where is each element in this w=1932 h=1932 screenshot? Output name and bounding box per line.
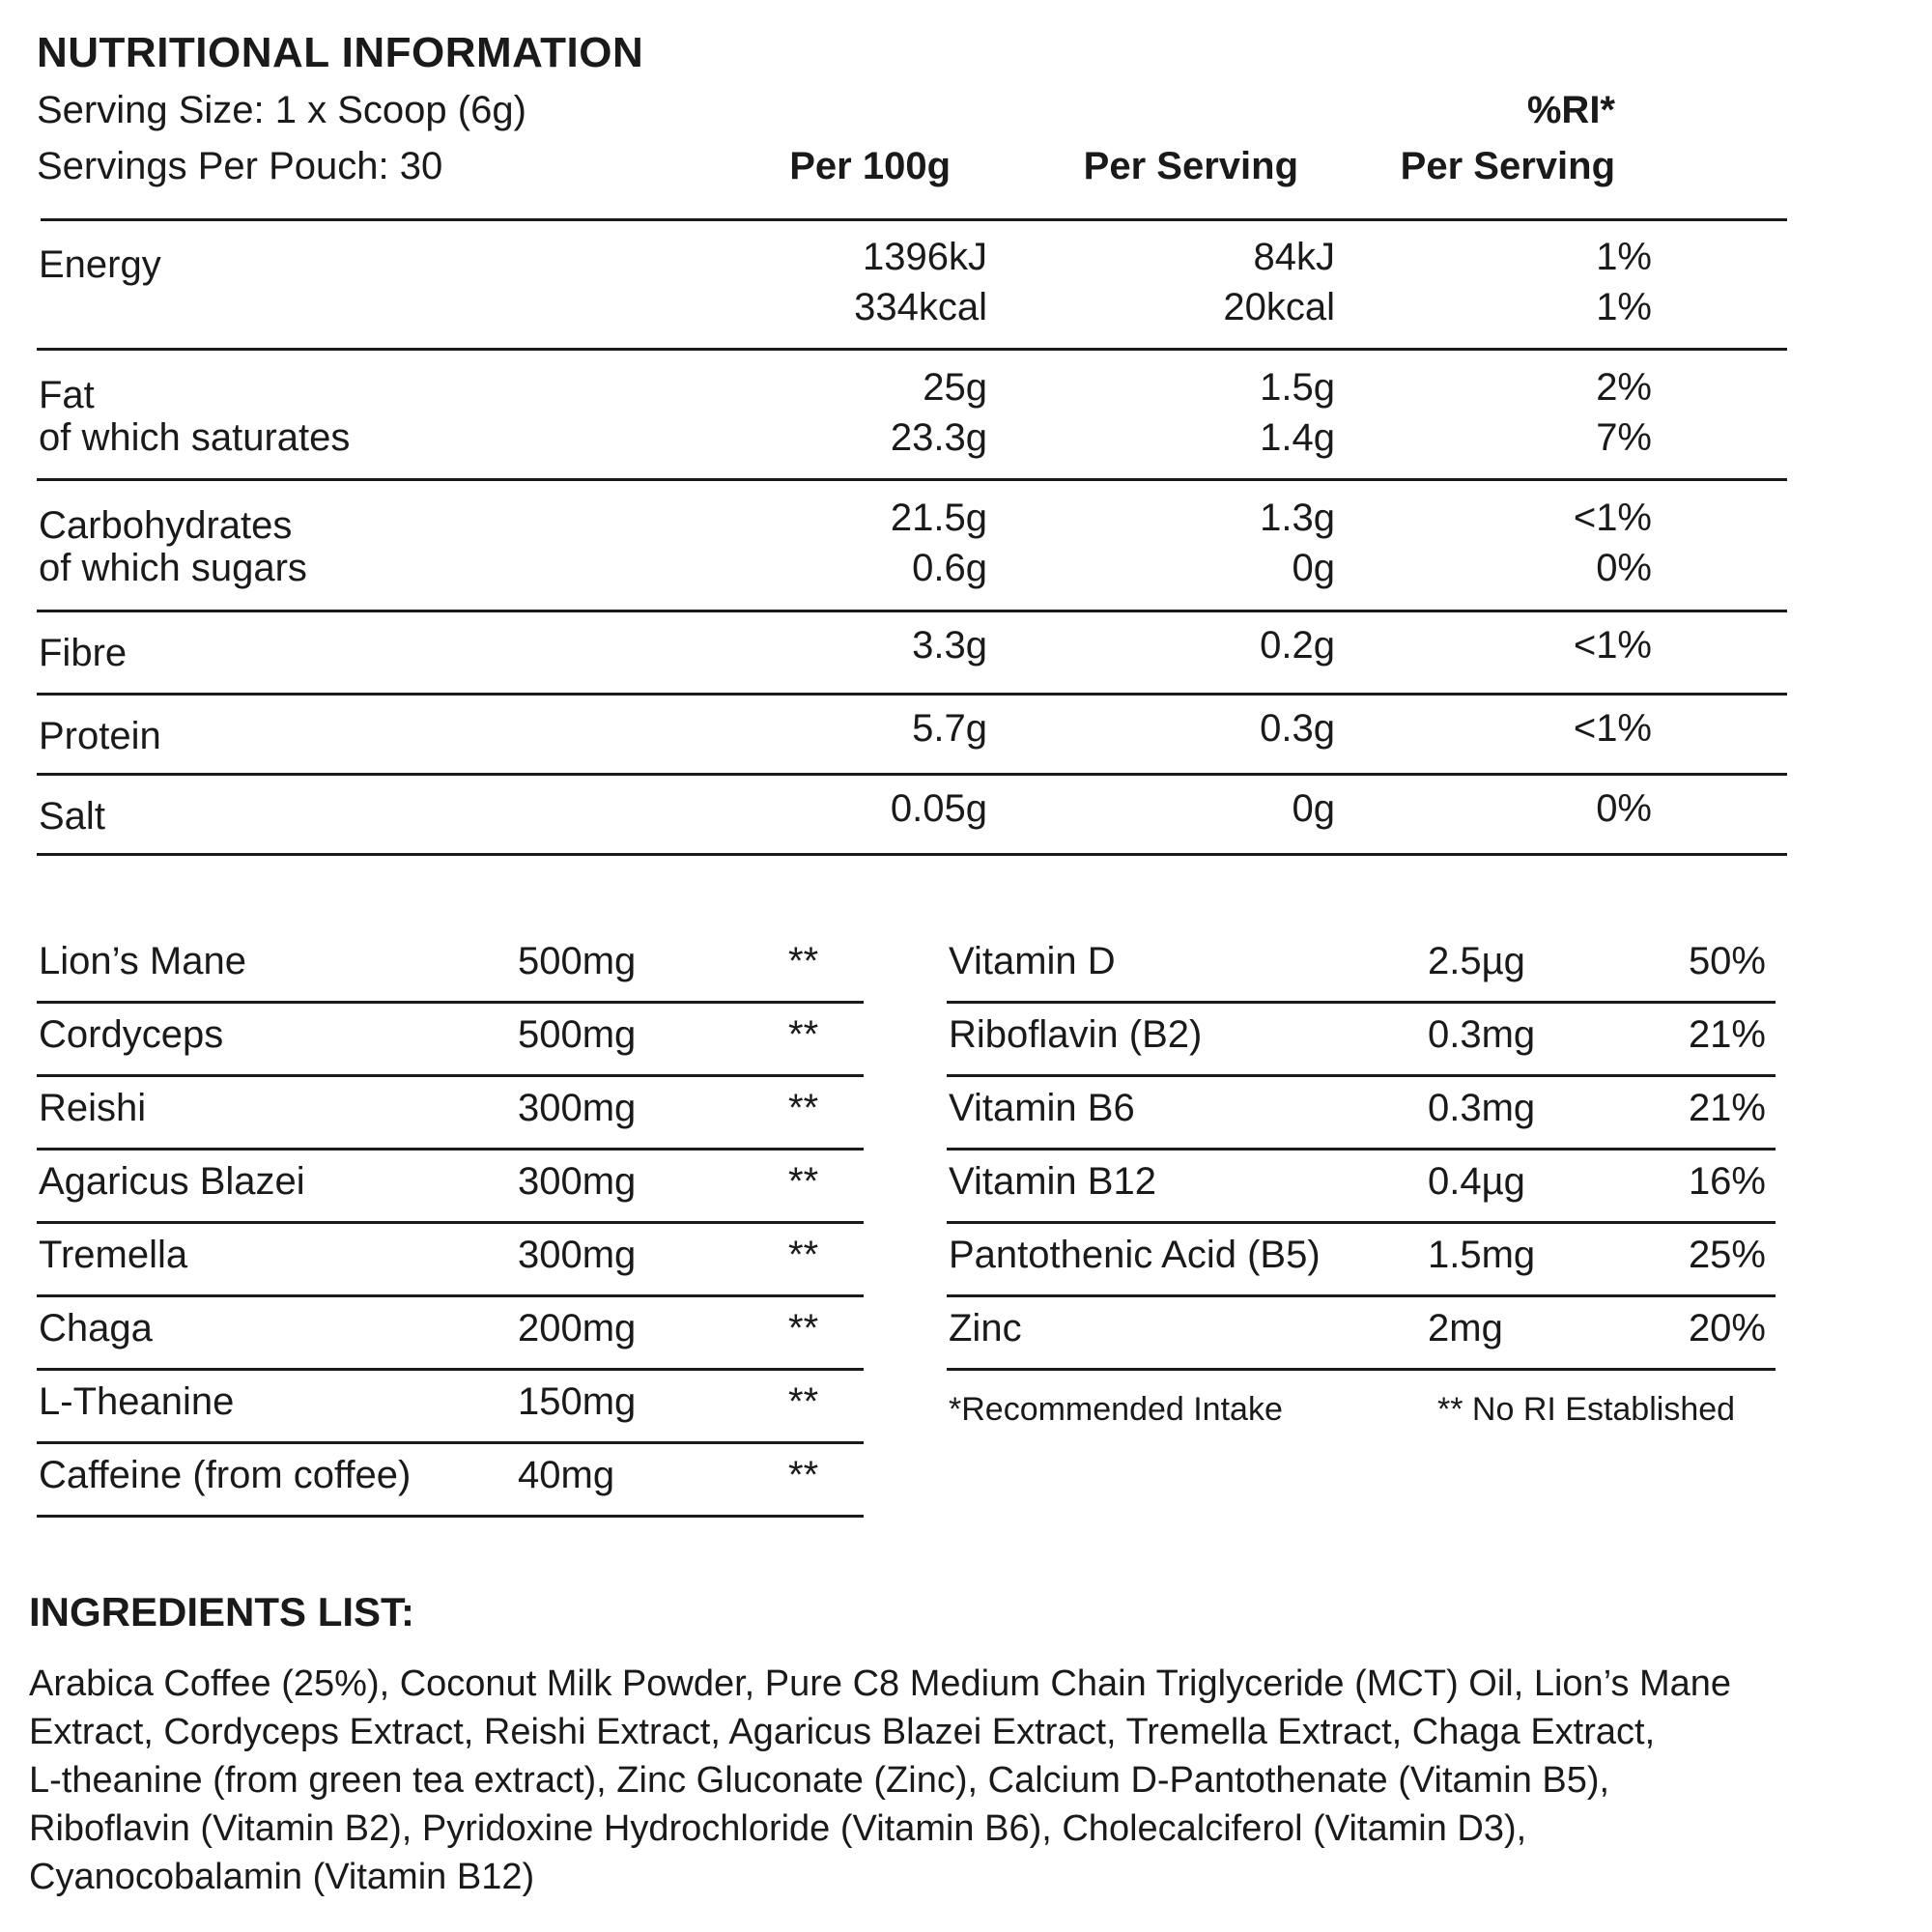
ingredient-name: Lion’s Mane: [39, 940, 246, 982]
footnote-no-ri: ** No RI Established: [1437, 1391, 1736, 1428]
nutrient-label: Salt: [39, 795, 105, 838]
ri-value: **: [788, 940, 819, 982]
per-serving-value: 1.3g: [1260, 497, 1335, 539]
ingredient-amount: 300mg: [518, 1234, 637, 1276]
vitamin-amount: 0.4µg: [1428, 1160, 1525, 1203]
ri-value: <1%: [1573, 707, 1652, 750]
per-100g-value: 0.05g: [890, 787, 987, 830]
ingredient-name: Agaricus Blazei: [39, 1160, 305, 1203]
per-serving-value: 0.2g: [1260, 624, 1335, 667]
ingredient-name: Cordyceps: [39, 1013, 224, 1056]
ingredient-amount: 200mg: [518, 1307, 637, 1350]
per-100g-value: 25g: [923, 366, 987, 409]
serving-size: Serving Size: 1 x Scoop (6g): [37, 89, 526, 131]
ingredient-amount: 150mg: [518, 1380, 637, 1423]
per-100g-value: 5.7g: [912, 707, 987, 750]
per-100g-value: 0.6g: [912, 547, 987, 589]
botanical-row: [37, 1224, 864, 1297]
botanical-row: [37, 1004, 864, 1077]
ingredient-name: Caffeine (from coffee): [39, 1454, 412, 1496]
per-serving-value: 0g: [1292, 547, 1335, 589]
per-serving-value: 1.5g: [1260, 366, 1335, 409]
per-100g-value: 334kcal: [854, 286, 987, 328]
per-100g-value: 3.3g: [912, 624, 987, 667]
ri-value: <1%: [1573, 497, 1652, 539]
ingredient-name: Chaga: [39, 1307, 153, 1350]
ingredient-name: Reishi: [39, 1087, 147, 1129]
vitamin-name: Vitamin D: [949, 940, 1116, 982]
ri-value: 1%: [1596, 286, 1652, 328]
footnote-ri: *Recommended Intake: [949, 1391, 1283, 1428]
vitamin-amount: 0.3mg: [1428, 1013, 1536, 1056]
ri-value: 25%: [1688, 1234, 1766, 1276]
per-100g-value: 23.3g: [890, 416, 987, 459]
vitamin-amount: 0.3mg: [1428, 1087, 1536, 1129]
ri-value: 0%: [1596, 787, 1652, 830]
vitamin-name: Zinc: [949, 1307, 1022, 1350]
servings-per-pouch: Servings Per Pouch: 30: [37, 145, 443, 187]
nutrient-label: Fat: [39, 374, 95, 416]
botanical-row: [37, 1371, 864, 1444]
ingredient-amount: 300mg: [518, 1087, 637, 1129]
vitamin-name: Vitamin B12: [949, 1160, 1156, 1203]
ri-value: 50%: [1688, 940, 1766, 982]
nutrition-row: [37, 696, 1787, 776]
ri-value: 21%: [1688, 1087, 1766, 1129]
nutrition-row: [37, 351, 1787, 481]
per-100g-value: 1396kJ: [863, 236, 987, 278]
ingredient-amount: 500mg: [518, 940, 637, 982]
nutrient-label: Fibre: [39, 632, 128, 674]
ingredient-amount: 500mg: [518, 1013, 637, 1056]
botanicals-table: [37, 930, 864, 1518]
nutrient-label: Energy: [39, 243, 161, 286]
vitamin-amount: 1.5mg: [1428, 1234, 1536, 1276]
vitamin-row: [947, 1004, 1776, 1077]
botanical-row: [37, 1444, 864, 1518]
vitamin-row: [947, 1224, 1776, 1297]
ri-value: <1%: [1573, 624, 1652, 667]
per-serving-value: 84kJ: [1253, 236, 1335, 278]
ingredients-line: Riboflavin (Vitamin B2), Pyridoxine Hydrochloride (Vitamin B6), Cholecalciferol (Vitamin D3),: [29, 1808, 1527, 1849]
ingredients-line: L-theanine (from green tea extract), Zinc Gluconate (Zinc), Calcium D-Pantothenate (Vitamin B5),: [29, 1760, 1610, 1801]
vitamin-row: [947, 1151, 1776, 1224]
vitamin-name: Pantothenic Acid (B5): [949, 1234, 1321, 1276]
ri-value: 0%: [1596, 547, 1652, 589]
vitamin-name: Riboflavin (B2): [949, 1013, 1203, 1056]
ri-column-label: %RI*: [1526, 89, 1615, 131]
nutrient-label: Protein: [39, 715, 161, 757]
ingredients-text: [29, 1660, 1922, 1901]
nutrition-row: [37, 776, 1787, 856]
ri-value: 1%: [1596, 236, 1652, 278]
ingredient-amount: 300mg: [518, 1160, 637, 1203]
vitamin-row: [947, 1077, 1776, 1151]
ri-value: **: [788, 1454, 819, 1496]
ri-value: **: [788, 1087, 819, 1129]
ri-value: 7%: [1596, 416, 1652, 459]
botanical-row: [37, 1297, 864, 1371]
nutrient-label: of which sugars: [39, 547, 307, 589]
nutrition-row: [37, 481, 1787, 612]
ri-value: **: [788, 1307, 819, 1350]
nutrition-table: [37, 220, 1787, 856]
nutrient-label: of which saturates: [39, 416, 351, 459]
per-100g-value: 21.5g: [890, 497, 987, 539]
ingredient-name: Tremella: [39, 1234, 188, 1276]
ri-value: 20%: [1688, 1307, 1766, 1350]
ri-value: 16%: [1688, 1160, 1766, 1203]
ri-value: **: [788, 1234, 819, 1276]
vitamins-table: [947, 930, 1776, 1371]
ri-value: 2%: [1596, 366, 1652, 409]
nutrition-row: [37, 220, 1787, 351]
per-serving-value: 1.4g: [1260, 416, 1335, 459]
ri-value: **: [788, 1380, 819, 1423]
per-serving-value: 20kcal: [1223, 286, 1335, 328]
botanical-row: [37, 930, 864, 1004]
vitamin-row: [947, 930, 1776, 1004]
per-serving-header: Per Serving: [1083, 145, 1298, 187]
ri-value: **: [788, 1160, 819, 1203]
botanical-row: [37, 1077, 864, 1151]
vitamin-row: [947, 1297, 1776, 1371]
ri-value: 21%: [1688, 1013, 1766, 1056]
vitamin-name: Vitamin B6: [949, 1087, 1135, 1129]
botanical-row: [37, 1151, 864, 1224]
ingredients-line: Arabica Coffee (25%), Coconut Milk Powder, Pure C8 Medium Chain Triglyceride (MCT) Oil, Lion’s Mane: [29, 1663, 1732, 1704]
per-serving-value: 0g: [1292, 787, 1335, 830]
ingredient-amount: 40mg: [518, 1454, 615, 1496]
ri-value: **: [788, 1013, 819, 1056]
page-title: NUTRITIONAL INFORMATION: [37, 29, 644, 76]
ingredient-name: L-Theanine: [39, 1380, 235, 1423]
ingredients-title: INGREDIENTS LIST:: [29, 1589, 415, 1634]
per-100g-header: Per 100g: [789, 145, 951, 187]
vitamin-amount: 2.5µg: [1428, 940, 1525, 982]
ingredients-line: Cyanocobalamin (Vitamin B12): [29, 1857, 535, 1897]
vitamin-amount: 2mg: [1428, 1307, 1503, 1350]
ri-per-serving-header: Per Serving: [1400, 145, 1615, 187]
nutrition-row: [37, 612, 1787, 696]
per-serving-value: 0.3g: [1260, 707, 1335, 750]
nutrient-label: Carbohydrates: [39, 504, 293, 547]
ingredients-line: Extract, Cordyceps Extract, Reishi Extract, Agaricus Blazei Extract, Tremella Extract, Chaga Extract,: [29, 1712, 1656, 1752]
